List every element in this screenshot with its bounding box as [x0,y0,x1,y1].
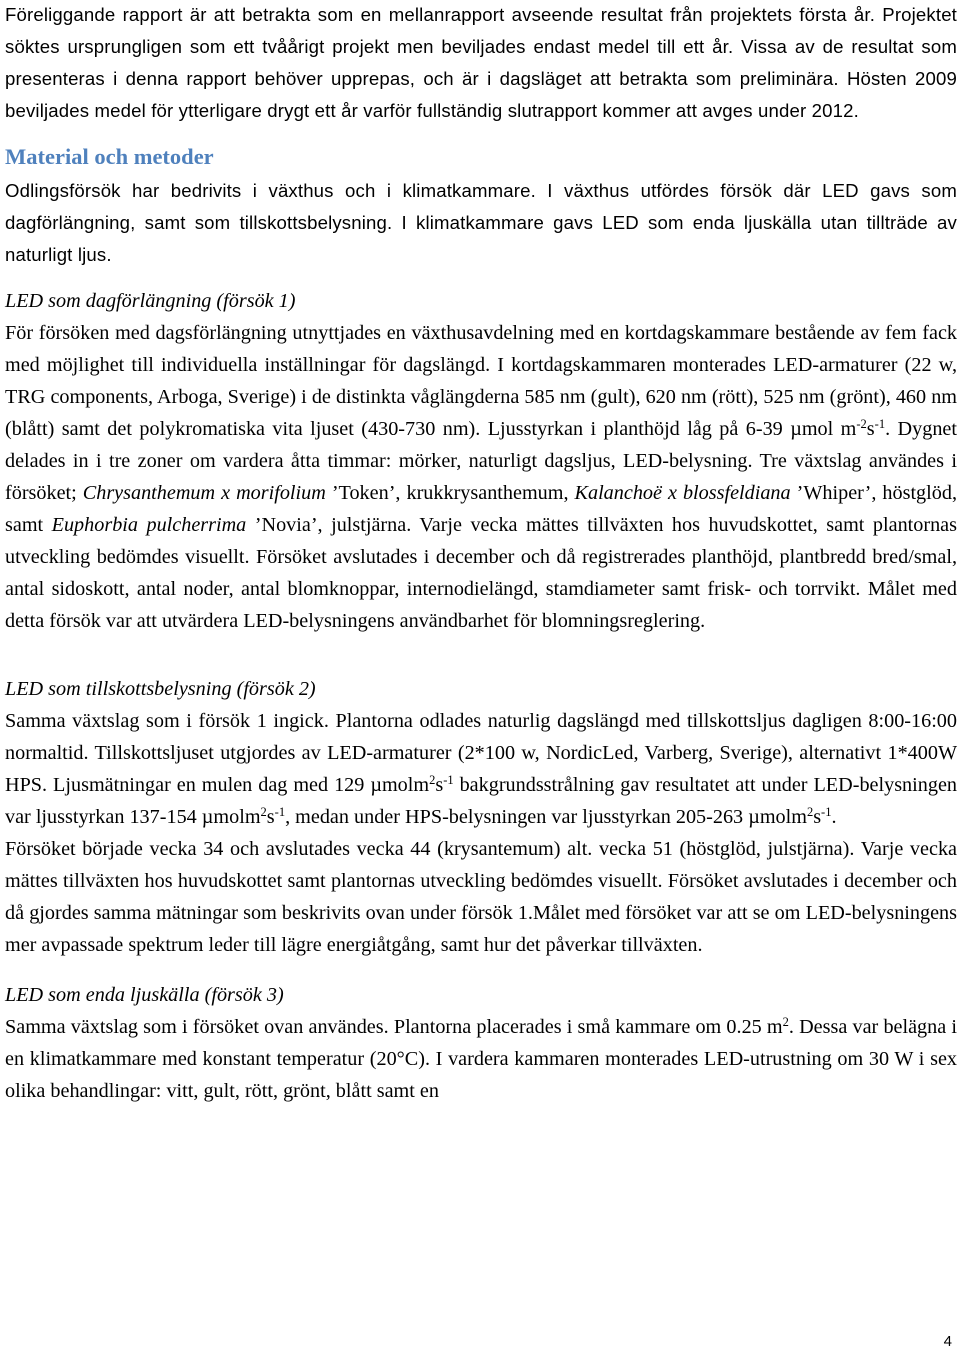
trial1-title: LED som dagförlängning (försök 1) [5,290,296,312]
trial3-paragraph [5,1011,957,1107]
trial2-sup-6: -1 [821,805,832,819]
trial2-paragraph-2 [5,833,957,961]
trial3-sup-1: 2 [782,1015,789,1029]
trial2-text-3: bakgrundsstrålning gav resultatet att under LED-belysningen var ljusstyrkan 137-154 µmolm [5,774,957,828]
trial1-text-3: . Dygnet delades in i tre zoner om vardera åtta timmar: mörker, naturligt dagsljus, LED-belysning. Tre växtslag användes i försöket; [5,418,957,504]
species-euphorbia: Euphorbia pulcherrima [51,514,247,536]
trial2-text-7: . [831,806,837,828]
trial2-sup-5: 2 [806,805,814,819]
trial2-title: LED som tillskottsbelysning (försök 2) [5,678,316,700]
trial1-text-6: ’Novia’, julstjärna. Varje vecka mättes tillväxten hos huvudskottet, samt plantornas utveckling bedömdes visuellt. Försöket avslutades i december och då registrerades planthöjd, plantbredd bred/smal, antal sidoskott, antal noder, antal blomknoppar, internodielängd, stamdiameter samt frisk- och torrvikt. Målet med detta försök var att utvärdera LED-belysningens användbarhet för blomningsreglering. [5,514,957,632]
intro-paragraph [5,0,957,127]
spacer [5,271,957,285]
trial1-text-1: För försöken med dagsförlängning utnyttjades en växthusavdelning med en kortdagskammare bestående av fem fack med möjlighet till individuella inställningar för dagslängd. I kortdagskammaren monterades LED-armaturer (22 w, TRG components, Arboga, Sverige) i de distinkta våglängderna 585 nm (gult), 620 nm (rött), 525 nm (grönt), 460 nm (blått) samt det polykromatiska vita ljuset (430-730 nm). Ljusstyrkan i planthöjd låg på 6-39 µmol m [5,322,957,440]
trial2-paragraph [5,705,957,833]
document-page [5,0,957,1107]
section-intro-paragraph [5,175,957,271]
spacer [5,961,957,979]
trial2-text-6: s [813,806,822,828]
trial3-text-2: . Dessa var belägna i en klimatkammare med konstant temperatur (20°C). I vardera kammaren monterades LED-utrustning om 30 W i sex olika behandlingar: vitt, gult, rött, grönt, blått samt en [5,1016,957,1102]
trial2-sup-1: 2 [429,773,436,787]
section-heading: Material och metoder [5,144,214,169]
trial3-title: LED som enda ljuskälla (försök 3) [5,984,284,1006]
trial1-text-2: s [866,418,875,440]
trial2-text-5: , medan under HPS-belysningen var ljusstyrkan 205-263 µmolm [285,806,807,828]
trial2-text-1: Samma växtslag som i försök 1 ingick. Plantorna odlades naturlig dagslängd med tillskottsljus dagligen 8:00-16:00 normaltid. Tillskottsljuset utgjordes av LED-armaturer (2*100 w, NordicLed, Varberg, Sverige), alternativt 1*400W HPS. Ljusmätningar en mulen dag med 129 µmolm [5,710,957,796]
trial2-text-4: s [266,806,275,828]
species-chrysanthemum: Chrysanthemum x morifolium [82,482,326,504]
trial1-text-4: ’Token’, krukkrysanthemum, [325,482,575,504]
trial1-paragraph [5,317,957,637]
trial2-text-2: s [435,774,444,796]
trial1-sup-2: -1 [874,417,886,431]
trial2-sup-2: -1 [443,773,454,787]
section-intro-text: Odlingsförsök har bedrivits i växthus och i klimatkammare. I växthus utfördes försök där LED gavs som dagförlängning, samt som tillskottsbelysning. I klimatkammare gavs LED som enda ljuskälla utan tillträde av naturligt ljus. [5,180,957,265]
page-number: 4 [943,1333,952,1350]
trial2-text-para2: Försöket började vecka 34 och avslutades vecka 44 (krysantemum) alt. vecka 51 (höstglöd, julstjärna). Varje vecka mättes tillväxten hos huvudskottet samt plantornas utveckling bedömdes visuellt. Försöket avslutades i december och då gjordes samma mätningar som beskrivits ovan under försök 1.Målet med försöket var att se om LED-belysningens mer avpassade spektrum leder till lägre energiåtgång, samt hur det påverkar tillväxten. [5,838,957,956]
trial1-sup-1: -2 [856,417,867,431]
species-kalanchoe: Kalanchoë x blossfeldiana [574,482,791,504]
trial2-sup-4: -1 [274,805,286,819]
trial1-text-5: ’Whiper’, höstglöd, samt [5,482,957,536]
trial3-text-1: Samma växtslag som i försöket ovan användes. Plantorna placerades i små kammare om 0.25 m [5,1016,783,1038]
spacer [5,637,957,673]
intro-text: Föreliggande rapport är att betrakta som en mellanrapport avseende resultat från projektets första år. Projektet söktes ursprungligen som ett tvåårigt projekt men beviljades endast medel till ett år. Vissa av de resultat som presenteras i denna rapport behöver upprepas, och är i dagsläget att betrakta som preliminära. Hösten 2009 beviljades medel för ytterligare drygt ett år varför fullständig slutrapport kommer att avges under 2012. [5,4,957,121]
trial2-sup-3: 2 [260,805,267,819]
